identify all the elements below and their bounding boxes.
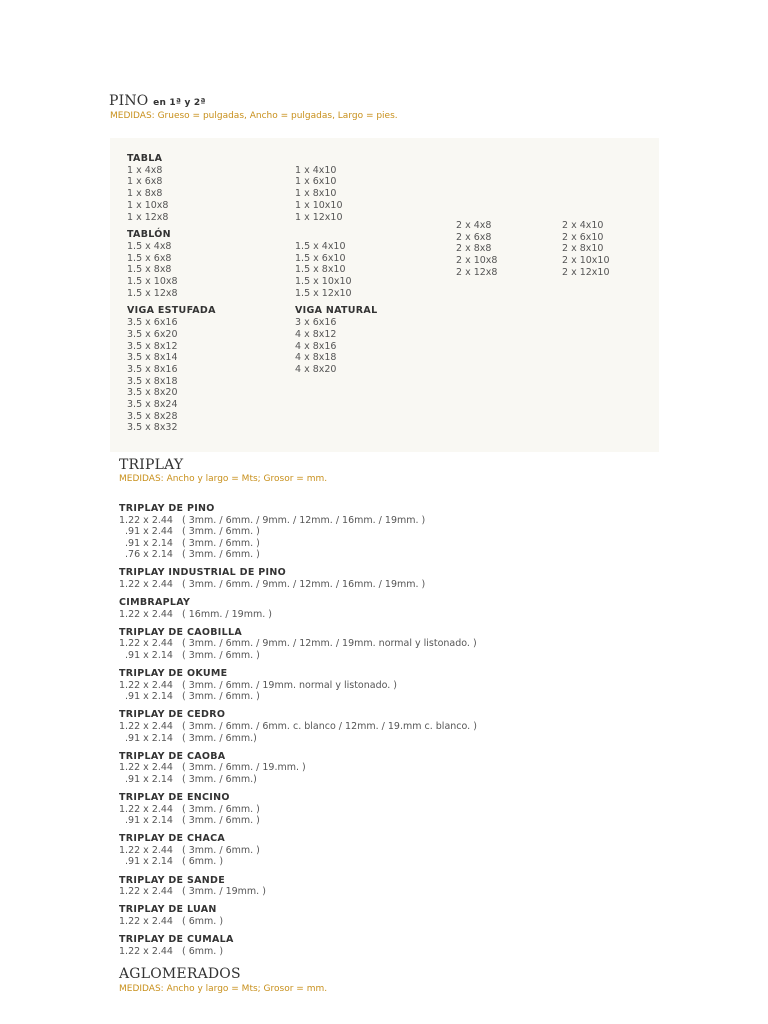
triplay-group bbox=[119, 503, 477, 561]
pino-title bbox=[109, 93, 206, 109]
triplay-group bbox=[119, 833, 477, 868]
size-entry: 1.5 x 6x10 bbox=[295, 252, 346, 264]
pino-column-1 bbox=[127, 153, 216, 434]
triplay-heading: TRIPLAY DE PINO bbox=[119, 503, 215, 514]
size-entry: 1.5 x 12x10 bbox=[295, 287, 352, 299]
pino-column-3 bbox=[456, 220, 497, 279]
size-entry: 3.5 x 8x18 bbox=[127, 375, 178, 387]
triplay-group bbox=[119, 751, 477, 786]
pino-medidas: MEDIDAS: Grueso = pulgadas, Ancho = pulgadas, Largo = pies. bbox=[110, 111, 398, 121]
size-entry: 3 x 6x16 bbox=[295, 317, 337, 329]
triplay-heading: TRIPLAY INDUSTRIAL DE PINO bbox=[119, 567, 286, 579]
size-entry: 1 x 10x8 bbox=[127, 199, 169, 211]
triplay-entry: 1.22 x 2.44 ( 6mm. ) bbox=[119, 915, 224, 927]
triplay-entry: .91 x 2.14 ( 3mm. / 6mm.) bbox=[119, 773, 257, 785]
size-entry: 1 x 8x8 bbox=[127, 188, 163, 200]
size-entry: 1.5 x 10x10 bbox=[295, 276, 352, 288]
triplay-entry: 1.22 x 2.44 ( 3mm. / 6mm. / 19.mm. ) bbox=[119, 762, 306, 774]
triplay-heading: TRIPLAY DE CUMALA bbox=[119, 933, 234, 945]
size-entry: 2 x 4x8 bbox=[456, 220, 492, 231]
triplay-entry: 1.22 x 2.44 ( 16mm. / 19mm. ) bbox=[119, 608, 272, 620]
size-entry: 2 x 4x10 bbox=[562, 220, 604, 231]
triplay-entry: .91 x 2.14 ( 3mm. / 6mm. ) bbox=[119, 815, 260, 827]
triplay-entry: .91 x 2.44 ( 3mm. / 6mm. ) bbox=[119, 526, 260, 538]
size-entry: 2 x 10x10 bbox=[562, 255, 610, 267]
triplay-entry: .91 x 2.14 ( 3mm. / 6mm. ) bbox=[119, 537, 260, 549]
size-entry: 1.5 x 10x8 bbox=[127, 276, 178, 288]
triplay-group bbox=[119, 597, 477, 620]
section-heading: VIGA ESTUFADA bbox=[127, 305, 216, 317]
triplay-heading: TRIPLAY DE LUAN bbox=[119, 904, 217, 916]
size-entry: 3.5 x 8x32 bbox=[127, 422, 178, 434]
size-entry: 3.5 x 8x24 bbox=[127, 399, 178, 411]
size-entry: 3.5 x 6x20 bbox=[127, 328, 178, 340]
triplay-group bbox=[119, 709, 477, 744]
pino-title-suffix: en 1ª y 2ª bbox=[153, 98, 206, 108]
size-entry: 2 x 12x10 bbox=[562, 266, 610, 278]
section-heading: TABLÓN bbox=[127, 229, 171, 241]
pino-table bbox=[110, 138, 659, 452]
triplay-medidas: MEDIDAS: Ancho y largo = Mts; Grosor = mm. bbox=[119, 474, 328, 484]
triplay-group bbox=[119, 668, 477, 703]
size-entry: 4 x 8x18 bbox=[295, 352, 337, 364]
triplay-entry: .91 x 2.14 ( 3mm. / 6mm.) bbox=[119, 732, 257, 744]
size-entry: 2 x 6x8 bbox=[456, 231, 492, 243]
section-heading: VIGA NATURAL bbox=[295, 305, 378, 317]
triplay-entry: 1.22 x 2.44 ( 3mm. / 19mm. ) bbox=[119, 886, 266, 898]
aglomerados-medidas: MEDIDAS: Ancho y largo = Mts; Grosor = mm. bbox=[119, 984, 328, 994]
size-entry: 3.5 x 6x16 bbox=[127, 317, 178, 329]
size-entry: 1 x 4x10 bbox=[295, 164, 337, 176]
triplay-heading: TRIPLAY DE SANDE bbox=[119, 874, 225, 886]
triplay-entry: 1.22 x 2.44 ( 3mm. / 6mm. / 9mm. / 12mm. / 16mm. / 19mm. ) bbox=[119, 579, 426, 591]
triplay-entry: .91 x 2.14 ( 6mm. ) bbox=[119, 856, 224, 868]
triplay-heading: TRIPLAY DE CAOBA bbox=[119, 750, 226, 762]
triplay-entry: 1.22 x 2.44 ( 3mm. / 6mm. / 9mm. / 12mm. / 16mm. / 19mm. ) bbox=[119, 514, 426, 526]
triplay-group bbox=[119, 904, 477, 927]
triplay-entry: 1.22 x 2.44 ( 3mm. / 6mm. ) bbox=[119, 844, 260, 856]
triplay-entry: 1.22 x 2.44 ( 3mm. / 6mm. ) bbox=[119, 803, 260, 815]
size-entry: 1.5 x 4x8 bbox=[127, 240, 172, 252]
triplay-entry: 1.22 x 2.44 ( 3mm. / 6mm. / 6mm. c. blanco / 12mm. / 19.mm c. blanco. ) bbox=[119, 721, 477, 732]
size-entry: 1 x 4x8 bbox=[127, 164, 163, 176]
triplay-heading: TRIPLAY DE OKUME bbox=[119, 668, 228, 680]
size-entry: 1.5 x 8x10 bbox=[295, 264, 346, 276]
triplay-title: TRIPLAY bbox=[119, 457, 184, 473]
size-entry: 2 x 6x10 bbox=[562, 231, 604, 243]
triplay-entry: 1.22 x 2.44 ( 3mm. / 6mm. / 19mm. normal y listonado. ) bbox=[119, 679, 397, 691]
size-entry: 1.5 x 6x8 bbox=[127, 252, 172, 264]
size-entry: 3.5 x 8x28 bbox=[127, 410, 178, 422]
size-entry: 3.5 x 8x20 bbox=[127, 387, 178, 399]
size-entry: 4 x 8x12 bbox=[295, 328, 337, 340]
size-entry: 1.5 x 8x8 bbox=[127, 264, 172, 276]
section-heading-blank bbox=[295, 229, 377, 241]
triplay-list bbox=[119, 503, 477, 964]
pino-column-2 bbox=[295, 153, 377, 376]
size-entry: 1 x 8x10 bbox=[295, 188, 337, 200]
aglomerados-title: AGLOMERADOS bbox=[119, 966, 241, 982]
size-entry: 2 x 8x8 bbox=[456, 243, 492, 255]
size-entry: 1 x 10x10 bbox=[295, 199, 343, 211]
pino-column-4 bbox=[562, 220, 610, 279]
triplay-heading: TRIPLAY DE CEDRO bbox=[119, 709, 226, 721]
size-entry: 3.5 x 8x14 bbox=[127, 352, 178, 364]
triplay-entry: 1.22 x 2.44 ( 3mm. / 6mm. / 9mm. / 12mm. / 19mm. normal y listonado. ) bbox=[119, 638, 477, 650]
size-entry: 4 x 8x20 bbox=[295, 363, 337, 375]
size-entry: 3.5 x 8x16 bbox=[127, 363, 178, 375]
size-entry: 1 x 12x10 bbox=[295, 211, 343, 223]
triplay-group bbox=[119, 792, 477, 827]
triplay-heading: TRIPLAY DE CAOBILLA bbox=[119, 626, 242, 638]
triplay-entry: .91 x 2.14 ( 3mm. / 6mm. ) bbox=[119, 691, 260, 703]
size-entry: 4 x 8x16 bbox=[295, 340, 337, 352]
size-entry: 1.5 x 4x10 bbox=[295, 240, 346, 252]
size-entry: 1 x 12x8 bbox=[127, 211, 169, 223]
triplay-group bbox=[119, 875, 477, 898]
size-entry: 3.5 x 8x12 bbox=[127, 340, 178, 352]
size-entry: 2 x 10x8 bbox=[456, 255, 498, 267]
section-heading-blank bbox=[295, 153, 377, 165]
size-entry: 1 x 6x8 bbox=[127, 176, 163, 188]
size-entry: 1 x 6x10 bbox=[295, 176, 337, 188]
pino-title-text: PINO bbox=[109, 93, 149, 109]
triplay-group bbox=[119, 627, 477, 662]
triplay-heading: TRIPLAY DE ENCINO bbox=[119, 791, 230, 803]
size-entry: 2 x 8x10 bbox=[562, 243, 604, 255]
section-heading: TABLA bbox=[127, 153, 163, 164]
triplay-heading: TRIPLAY DE CHACA bbox=[119, 833, 226, 845]
size-entry: 1.5 x 12x8 bbox=[127, 287, 178, 299]
triplay-heading: CIMBRAPLAY bbox=[119, 597, 191, 609]
triplay-entry: .76 x 2.14 ( 3mm. / 6mm. ) bbox=[119, 549, 260, 561]
triplay-entry: 1.22 x 2.44 ( 6mm. ) bbox=[119, 945, 224, 957]
size-entry: 2 x 12x8 bbox=[456, 266, 498, 278]
triplay-group bbox=[119, 567, 477, 590]
triplay-entry: .91 x 2.14 ( 3mm. / 6mm. ) bbox=[119, 650, 260, 662]
triplay-group bbox=[119, 934, 477, 957]
